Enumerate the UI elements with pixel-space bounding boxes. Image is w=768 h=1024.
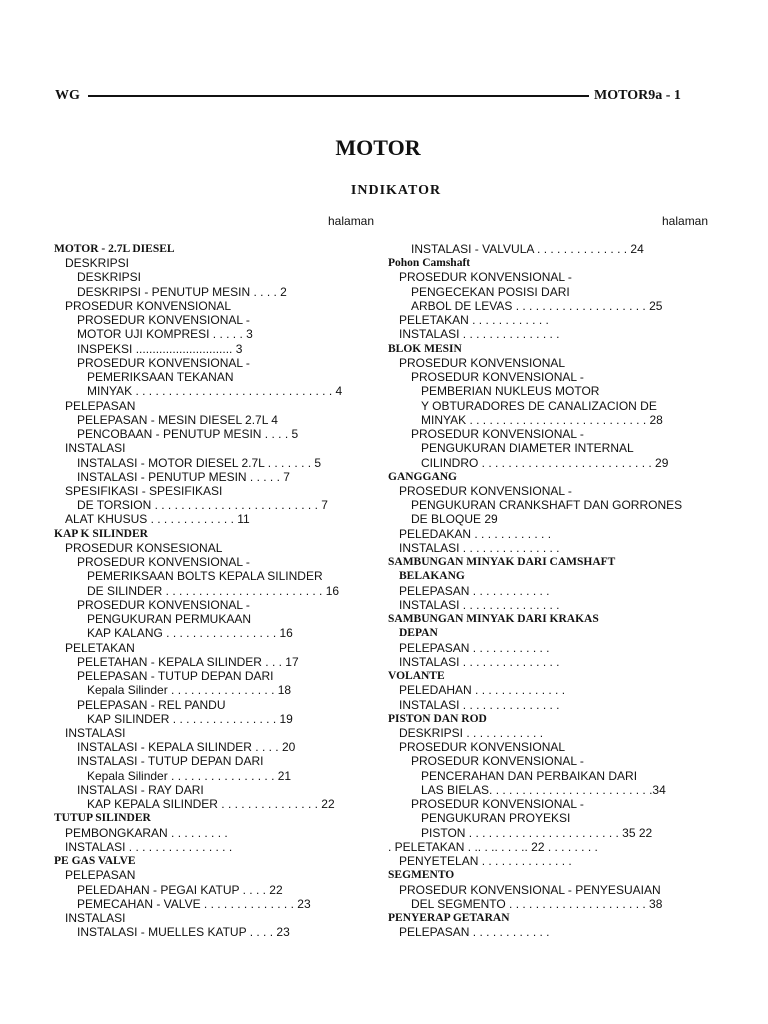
toc-entry: PELETAKAN <box>65 640 135 655</box>
toc-entry: PROSEDUR KONVENSIONAL - <box>77 555 250 570</box>
toc-entry: PEMECAHAN - VALVE . . . . . . . . . . . . . . 23 <box>77 896 311 911</box>
toc-entry: INSTALASI . . . . . . . . . . . . . . . <box>399 654 560 669</box>
toc-entry: KAP KALANG . . . . . . . . . . . . . . . . . 16 <box>87 626 293 641</box>
toc-entry: Kepala Silinder . . . . . . . . . . . . . . . . 18 <box>87 683 292 698</box>
toc-entry: INSTALASI . . . . . . . . . . . . . . . <box>399 597 560 612</box>
toc-entry: DESKRIPSI <box>65 256 130 271</box>
toc-section-heading: BELAKANG <box>399 570 465 583</box>
toc-section-heading: PENYERAP GETARAN <box>388 912 510 925</box>
toc-entry: ALAT KHUSUS . . . . . . . . . . . . . 11 <box>65 512 250 527</box>
header-rule <box>88 95 589 97</box>
toc-entry: Kepala Silinder . . . . . . . . . . . . . . . . 21 <box>87 768 292 783</box>
toc-entry: PELEPASAN . . . . . . . . . . . . <box>399 583 550 598</box>
toc-entry: PENYETELAN . . . . . . . . . . . . . . <box>399 854 572 869</box>
toc-section-heading: SAMBUNGAN MINYAK DARI KRAKAS <box>388 613 599 626</box>
toc-entry: PELEDAKAN . . . . . . . . . . . . <box>399 526 552 541</box>
toc-section-heading: KAP K SILINDER <box>54 527 148 540</box>
toc-entry: INSTALASI - PENUTUP MESIN . . . . . 7 <box>77 469 290 484</box>
toc-entry: PELETAHAN - KEPALA SILINDER . . . 17 <box>77 654 299 669</box>
toc-entry: LAS BIELAS. . . . . . . . . . . . . . . . . . . . . . . . .34 <box>421 782 666 797</box>
toc-entry: INSTALASI - VALVULA . . . . . . . . . . . . . . 24 <box>411 242 644 256</box>
toc-entry: INSTALASI - MOTOR DIESEL 2.7L . . . . . . . 5 <box>77 455 322 470</box>
toc-entry: CILINDRO . . . . . . . . . . . . . . . . . . . . . . . . . . 29 <box>421 455 669 470</box>
toc-entry: ARBOL DE LEVAS . . . . . . . . . . . . . . . . . . . . 25 <box>411 298 663 313</box>
toc-section-heading: PE GAS VALVE <box>54 855 136 868</box>
toc-left-column <box>54 242 388 939</box>
toc-entry: INSTALASI - KEPALA SILINDER . . . . 20 <box>77 740 296 755</box>
toc-section-heading: MOTOR - 2.7L DIESEL <box>54 243 175 255</box>
toc-entry: PROSEDUR KONVENSIONAL <box>399 740 566 755</box>
toc-entry: . PELETAKAN . .. . .. . . . .. 22 . . . . . . . . <box>388 839 598 854</box>
toc-entry: INSTALASI <box>65 441 126 456</box>
toc-entry: PELEPASAN <box>65 398 136 413</box>
toc-entry: PELETAKAN . . . . . . . . . . . . <box>399 313 549 328</box>
toc-entry: DE TORSION . . . . . . . . . . . . . . . . . . . . . . . . . 7 <box>77 498 328 513</box>
toc-entry: PROSEDUR KONVENSIONAL - <box>411 370 584 385</box>
toc-entry: DESKRIPSI <box>77 270 142 285</box>
toc-entry: PROSEDUR KONVENSIONAL - <box>411 754 584 769</box>
toc-entry: DESKRIPSI . . . . . . . . . . . . <box>399 725 544 740</box>
toc-entry: PENGUKURAN PROYEKSI <box>421 811 571 826</box>
toc-entry: KAP KEPALA SILINDER . . . . . . . . . . . . . . . 22 <box>87 797 335 812</box>
toc-entry: DESKRIPSI - PENUTUP MESIN . . . . 2 <box>77 284 287 299</box>
toc-entry: PROSEDUR KONVENSIONAL - <box>399 483 572 498</box>
toc-section-heading: DEPAN <box>399 627 438 640</box>
toc-entry: PROSEDUR KONVENSIONAL - PENYESUAIAN <box>399 882 661 897</box>
toc-entry: PROSEDUR KONVENSIONAL - <box>77 313 250 328</box>
toc-section-heading: TUTUP SILINDER <box>54 812 151 825</box>
toc-section-heading: VOLANTE <box>388 670 445 683</box>
toc-entry: PELEPASAN . . . . . . . . . . . . <box>399 640 550 655</box>
toc-entry: PENGUKURAN PERMUKAAN <box>87 612 252 627</box>
toc-entry: PENCERAHAN DAN PERBAIKAN DARI <box>421 768 638 783</box>
toc-entry: DE SILINDER . . . . . . . . . . . . . . . . . . . . . . . . 16 <box>87 583 340 598</box>
toc-entry: INSTALASI - TUTUP DEPAN DARI <box>77 754 264 769</box>
toc-entry: PELEPASAN - MESIN DIESEL 2.7L 4 <box>77 412 278 427</box>
page-subtitle: INDIKATOR <box>350 183 442 198</box>
header-left: WG <box>55 88 80 103</box>
toc-entry: PROSEDUR KONVENSIONAL <box>65 298 232 313</box>
toc-entry: PEMERIKSAAN BOLTS KEPALA SILINDER <box>87 569 323 584</box>
toc-entry: INSTALASI <box>65 911 126 926</box>
toc-entry: INSTALASI - RAY DARI <box>77 782 204 797</box>
toc-section-heading: SEGMENTO <box>388 869 455 882</box>
toc-entry: SPESIFIKASI - SPESIFIKASI <box>65 483 223 498</box>
toc-entry: DEL SEGMENTO . . . . . . . . . . . . . . . . . . . . . 38 <box>411 896 663 911</box>
toc-entry: PENGUKURAN DIAMETER INTERNAL <box>421 441 634 456</box>
toc-entry: INSTALASI - MUELLES KATUP . . . . 23 <box>77 925 290 940</box>
header-right: MOTOR9a - 1 <box>594 88 681 103</box>
toc-entry: INSTALASI . . . . . . . . . . . . . . . <box>399 540 560 555</box>
toc-entry: Y OBTURADORES DE CANALIZACION DE <box>421 398 657 413</box>
toc-entry: PELEPASAN - TUTUP DEPAN DARI <box>77 669 274 684</box>
toc-section-heading: SAMBUNGAN MINYAK DARI CAMSHAFT <box>388 556 616 569</box>
toc-entry: PEMBONGKARAN . . . . . . . . . <box>65 825 228 840</box>
toc-entry: PEMERIKSAAN TEKANAN <box>87 370 234 385</box>
toc-entry: MINYAK . . . . . . . . . . . . . . . . . . . . . . . . . . . . . . 4 <box>87 384 343 399</box>
toc-entry: PENGECEKAN POSISI DARI <box>411 284 570 299</box>
toc-entry: PEMBERIAN NUKLEUS MOTOR <box>421 384 600 399</box>
toc-entry: PENGUKURAN CRANKSHAFT DAN GORRONES <box>411 498 683 513</box>
toc-entry: PELEPASAN <box>65 868 136 883</box>
toc-entry: MOTOR UJI KOMPRESI . . . . . 3 <box>77 327 253 342</box>
toc-entry: PELEDAHAN . . . . . . . . . . . . . . <box>399 683 566 698</box>
toc-entry: PROSEDUR KONVENSIONAL - <box>77 597 250 612</box>
toc-section-heading: Pohon Camshaft <box>388 257 471 270</box>
toc-entry: PELEPASAN . . . . . . . . . . . . <box>399 925 550 940</box>
toc-right-column <box>388 242 768 939</box>
toc-entry: KAP SILINDER . . . . . . . . . . . . . . . . 19 <box>87 711 293 726</box>
toc-entry: PROSEDUR KONSESIONAL <box>65 540 223 555</box>
toc-entry: INSPEKSI ............................. 3 <box>77 341 243 356</box>
toc-entry: PROSEDUR KONVENSIONAL - <box>411 427 584 442</box>
toc-entry: PISTON . . . . . . . . . . . . . . . . . . . . . . . 35 22 <box>421 825 653 840</box>
page-title: MOTOR <box>335 135 421 160</box>
toc-entry: DE BLOQUE 29 <box>411 512 498 527</box>
toc-entry: PENCOBAAN - PENUTUP MESIN . . . . 5 <box>77 427 299 442</box>
toc-section-heading: BLOK MESIN <box>388 342 462 355</box>
toc-section-heading: PISTON DAN ROD <box>388 712 487 725</box>
toc-entry: PROSEDUR KONVENSIONAL - <box>411 797 584 812</box>
toc-entry: PELEDAHAN - PEGAI KATUP . . . . 22 <box>77 882 283 897</box>
toc-entry: PROSEDUR KONVENSIONAL - <box>399 270 572 285</box>
page-label-left: halaman <box>328 214 375 228</box>
toc-section-heading: GANGGANG <box>388 470 457 483</box>
toc-entry: INSTALASI . . . . . . . . . . . . . . . <box>399 697 560 712</box>
toc-entry: PROSEDUR KONVENSIONAL <box>399 355 566 370</box>
toc-entry: INSTALASI <box>65 725 126 740</box>
toc-entry: PELEPASAN - REL PANDU <box>77 697 226 712</box>
toc-entry: PROSEDUR KONVENSIONAL - <box>77 355 250 370</box>
toc-entry: INSTALASI . . . . . . . . . . . . . . . <box>399 327 560 342</box>
toc-entry: INSTALASI . . . . . . . . . . . . . . . . <box>65 839 233 854</box>
page-label-right: halaman <box>662 214 709 228</box>
toc-entry: MINYAK . . . . . . . . . . . . . . . . . . . . . . . . . . . 28 <box>421 412 663 427</box>
